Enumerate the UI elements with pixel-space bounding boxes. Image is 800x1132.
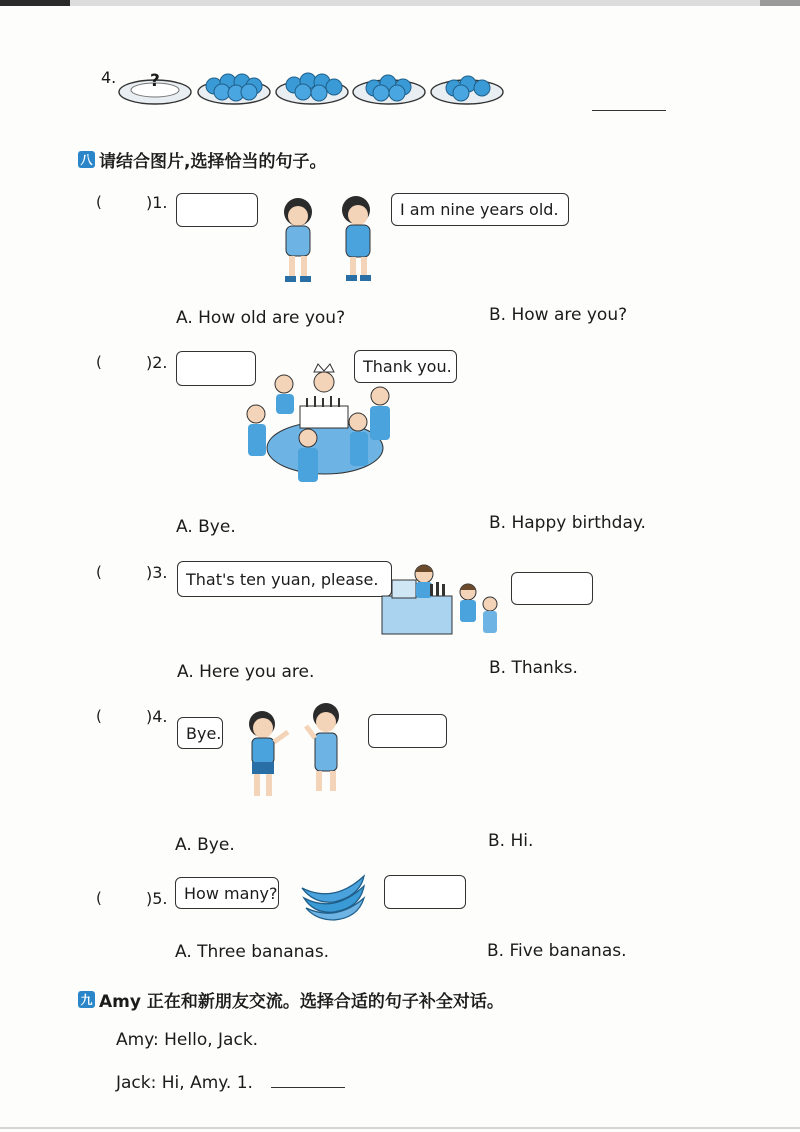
answer-paren-q5[interactable]: ( xyxy=(96,889,102,907)
banana-bunch-icon xyxy=(298,870,370,922)
speech-bubble-q3-text: That's ten yuan, please. xyxy=(186,569,379,589)
section-8-heading xyxy=(78,147,326,172)
option-a-q1[interactable]: A. How old are you? xyxy=(176,308,346,328)
speech-bubble-q1-text: I am nine years old. xyxy=(400,200,559,219)
apple-plate-5 xyxy=(431,76,503,104)
answer-paren-q1[interactable]: ( xyxy=(96,193,102,211)
section-9-title: Amy 正在和新朋友交流。选择合适的句子补全对话。 xyxy=(99,992,504,1012)
answer-paren-q2[interactable]: ( xyxy=(96,353,102,371)
scan-bottom-edge xyxy=(0,1127,800,1129)
question-number-q5: )5. xyxy=(146,889,168,908)
birthday-party-illustration xyxy=(240,362,410,490)
shop-counter-illustration xyxy=(380,562,505,638)
question-number-q4: )4. xyxy=(146,707,168,726)
empty-speech-bubble-q5[interactable] xyxy=(384,875,466,909)
answer-paren-q4[interactable]: ( xyxy=(96,707,102,725)
answer-paren-q3[interactable]: ( xyxy=(96,563,102,581)
option-a-q2[interactable]: A. Bye. xyxy=(176,517,236,537)
scan-top-edge xyxy=(0,0,800,6)
apple-plate-4 xyxy=(353,75,425,104)
apple-plate-3 xyxy=(276,73,348,104)
question-number-q2: )2. xyxy=(146,353,168,372)
speech-bubble-q5-text: How many? xyxy=(184,883,278,903)
empty-speech-bubble-q1[interactable] xyxy=(176,193,258,227)
speech-bubble-q4-text: Bye. xyxy=(186,723,222,743)
option-b-q2[interactable]: B. Happy birthday. xyxy=(489,513,646,533)
two-girls-illustration xyxy=(258,190,393,290)
empty-speech-bubble-q3[interactable] xyxy=(511,572,593,605)
dialogue-line-1: Amy: Hello, Jack. xyxy=(116,1030,259,1050)
speech-bubble-q4 xyxy=(177,717,223,749)
dialogue-line-2: Jack: Hi, Amy. 1. xyxy=(116,1073,253,1093)
speech-bubble-q1 xyxy=(391,193,569,226)
option-a-q4[interactable]: A. Bye. xyxy=(175,835,235,855)
apple-plate-2 xyxy=(198,74,270,104)
question-number-q3: )3. xyxy=(146,563,168,582)
option-a-q5[interactable]: A. Three bananas. xyxy=(175,942,330,962)
section-8-badge: 八 xyxy=(78,151,95,168)
speech-bubble-q5 xyxy=(175,877,279,909)
apple-plates-illustration xyxy=(118,62,508,110)
speech-bubble-q3 xyxy=(177,561,392,597)
boy-girl-waving-illustration xyxy=(232,702,362,808)
option-b-q1[interactable]: B. How are you? xyxy=(489,305,628,325)
option-b-q4[interactable]: B. Hi. xyxy=(488,831,534,851)
plate-question-mark: ? xyxy=(150,71,160,91)
answer-blank-q4[interactable] xyxy=(592,110,666,111)
answer-blank-dialogue-1[interactable] xyxy=(271,1087,345,1088)
question-number-q1: )1. xyxy=(146,193,168,212)
option-a-q3[interactable]: A. Here you are. xyxy=(177,662,315,682)
empty-speech-bubble-q4[interactable] xyxy=(368,714,447,748)
section-9-heading xyxy=(78,987,504,1012)
question-4-number: 4. xyxy=(101,68,117,87)
speech-bubble-q2-text: Thank you. xyxy=(363,357,452,376)
section-8-title: 请结合图片,选择恰当的句子。 xyxy=(99,152,327,172)
option-b-q3[interactable]: B. Thanks. xyxy=(489,658,578,678)
option-b-q5[interactable]: B. Five bananas. xyxy=(487,941,627,961)
section-9-badge: 九 xyxy=(78,991,95,1008)
